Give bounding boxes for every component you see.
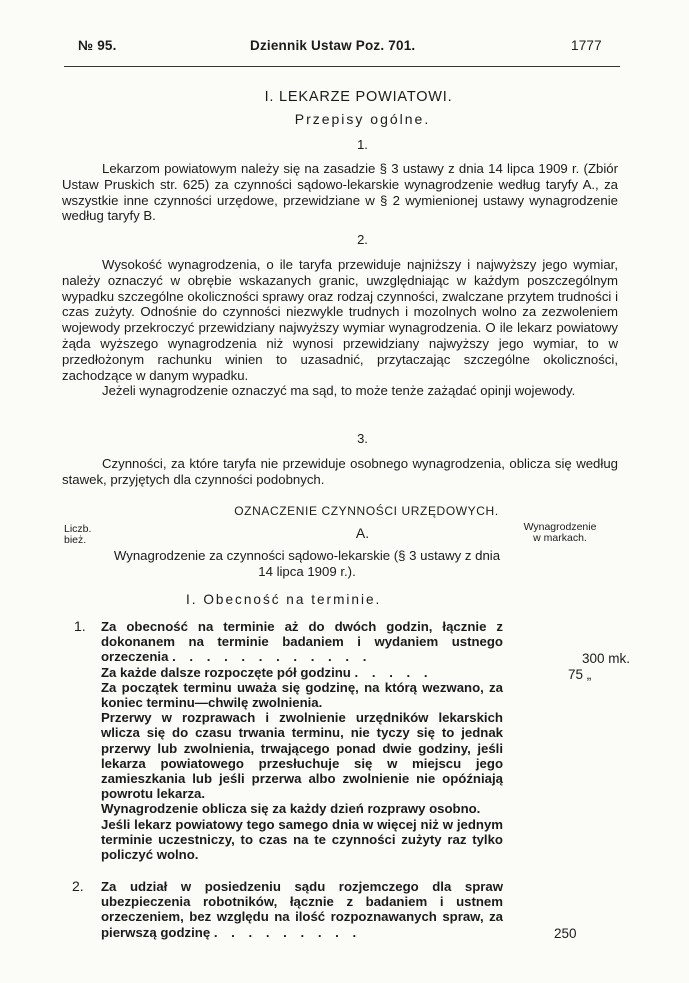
- article-2-text: [62, 257, 618, 399]
- amount-value: 300 mk.: [582, 651, 631, 666]
- header-rule: [64, 66, 620, 67]
- item-line: Za udział w posiedzeniu sądu rozjemczego dla spraw ubezpieczenia robotników, łącznie z badaniem i ustnem orzeczeniem, bez względu na ilość rozpoznawanych spraw, za pierwszą godzinę: [101, 879, 503, 940]
- paragraph: Czynności, za które taryfa nie przewiduje osobnego wynagrodzenia, oblicza się według stawek, przyjętych dla czynności podobnych.: [62, 456, 618, 487]
- paragraph: Wysokość wynagrodzenia, o ile taryfa przewiduje najniższy i najwyższy jego wymiar, należy oznaczyć w obrębie wskazanych granic, uwzględniając w każdym poszczególnym wypadku szczególne okoliczności sprawy oraz rodzaj czynności, zwalczane przytem trudności i czas zużyty. Odnośnie do czynności niezwykle trudnych i mozolnych wolno za zezwoleniem wojewody przekroczyć przewidziany najwyższy wymiar wynagrodzenia. O ile lekarz powiatowy żąda wyższego wynagrodzenia niż wynosi przewidziany najwyższy jego wymiar, to w przedłożonym rachunku winien to uzasadnić, przytaczając szczególne okoliczności, zachodzące w danym wypadku.: [62, 257, 618, 383]
- paragraph: Lekarzom powiatowym należy się na zasadzie § 3 ustawy z dnia 14 lipca 1909 r. (Zbiór Ustaw Pruskich str. 625) za czynności sądowo-lekarskie wynagrodzenie według taryfy A., za wszystkie inne czynności urzędowe, przewidziane w § 2 wymienionej ustawy wynagrodzenie według taryfy B.: [62, 161, 618, 224]
- dot-leader: . . . . . . . . .: [213, 924, 362, 940]
- dot-leader: . . . . .: [354, 664, 433, 680]
- tariff-letter: A.: [355, 525, 370, 541]
- amount-value: 250: [554, 926, 577, 941]
- item-number: 2.: [72, 878, 84, 894]
- journal-title: Dziennik Ustaw Poz. 701.: [250, 38, 416, 53]
- item-line: Przerwy w rozprawach i zwolnienie urzędników lekarskich wlicza się do czasu trwania terminu, nie tyczy się to jednak przerwy lub zwolnienia, trwającego ponad dwie godziny, jeśli lekarza powiatowego przesłuchuje się w miejscu jego zamieszkania lub jeśli przerwa albo zwolnienie nie opóźniają powrotu lekarza.: [101, 710, 503, 802]
- table-row: [101, 879, 503, 940]
- issue-number: № 95.: [78, 38, 117, 53]
- subtitle: Przepisy ogólne.: [294, 111, 431, 127]
- column-header-number: Liczb. bież.: [64, 523, 92, 546]
- column-header-amount: Wynagrodzenie w markach.: [523, 521, 597, 544]
- dot-leader: . . . . . . . . . . . .: [172, 649, 372, 665]
- section-title: I. LEKARZE POWIATOWI.: [264, 89, 453, 105]
- paragraph: Jeżeli wynagrodzenie oznaczyć ma sąd, to może tenże zażądać opinji wojewody.: [102, 383, 576, 399]
- item-line: Wynagrodzenie oblicza się za każdy dzień rozprawy osobno.: [101, 801, 481, 817]
- item-line: Za początek terminu uważa się godzinę, na którą wezwano, za koniec terminu—chwilę zwolnienia.: [101, 679, 503, 711]
- article-number: 2.: [357, 232, 368, 247]
- article-3-text: [62, 456, 618, 488]
- table-title: OZNACZENIE CZYNNOŚCI URZĘDOWYCH.: [234, 504, 499, 518]
- item-line: Za obecność na terminie aż do dwóch godzin, łącznie z dokonanem na terminie badaniem i wydaniem ustnego orzeczenia: [101, 619, 503, 665]
- item-line: Jeśli lekarz powiatowy tego samego dnia w więcej niż w jednym terminie uczestniczy, to czas na te czynności zużyty raz tylko policzyć wolno.: [101, 816, 503, 863]
- table-row: [101, 619, 503, 862]
- article-number: 3.: [357, 431, 368, 446]
- item-line: Za każde dalsze rozpoczęte pół godzinu: [101, 664, 351, 680]
- article-1-text: [62, 161, 618, 224]
- article-number: 1.: [357, 137, 368, 152]
- amount-value: 75 „: [568, 667, 592, 682]
- part-heading: I. Obecność na terminie.: [186, 592, 382, 607]
- page-number: 1777: [571, 38, 602, 53]
- tariff-heading: Wynagrodzenie za czynności sądowo-lekarskie (§ 3 ustawy z dnia 14 lipca 1909 r.).: [113, 548, 501, 579]
- item-number: 1.: [74, 618, 86, 634]
